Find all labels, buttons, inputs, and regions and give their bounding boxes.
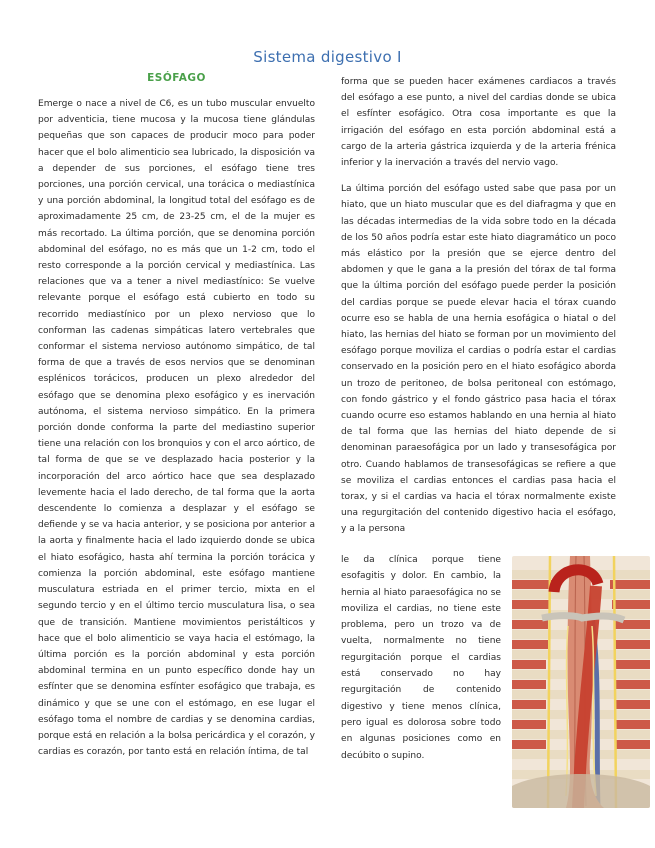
wrapped-paragraph: le da clínica porque tiene esofagitis y dolor. En cambio, la hernia al hiato paraesofágica no se moviliza el cardias, no tiene este problema, pero un trozo va de vuelta, normalmente no tiene regurgitación porque el cardias está conservado no hay regurgitación de contenido digestivo y tiene menos clínica, pero igual es dolorosa sobre todo en algunas posiciones como en decúbito o supino.: [341, 555, 501, 761]
anatomy-figure: [512, 556, 650, 808]
right-column: [341, 74, 616, 538]
right-paragraph-1: forma que se pueden hacer exámenes cardiacos a través del esófago a ese punto, a nivel del cardias donde se ubica el esfínter esofágico. Otra cosa importante es que la irrigación del esófago en esta porción abdominal está a cargo de la arteria gástrica izquierda y de la arteria frénica inferior y la inervación a través del nervio vago.: [341, 77, 616, 169]
left-paragraph: Emerge o nace a nivel de C6, es un tubo muscular envuelto por adventicia, tiene mucosa y la mucosa tiene glándulas pequeñas que son capaces de producir moco para poder hacer que el bolo alimenticio sea lubricado, la disposición va a depender de sus porciones, el esófago tiene tres porciones, una porción cervical, una torácica o mediastínica y una porción abdominal, la longitud total del esófago es de aproximadamente 25 cm, de 23-25 cm, el de la mujer es más recortado. La última porción, que se denomina porción abdominal del esófago, no es más que un 1-2 cm, todo el resto corresponde a la porción cervical y mediastínica. Las relaciones que va a tener a nivel mediastínico: Se vuelve relevante porque el esófago está cubierto en todo su recorrido mediastínico por un plexo nervioso que lo conforman las cadenas simpáticas latero vertebrales que conformar el sistema nervioso autónomo simpático, de tal forma de que a través de esos nervios que se denominan esplénicos torácicos, producen un plexo alrededor del esófago que se denomina plexo esofágico y es inervación autónoma, el sistema nervioso simpático. En la primera porción donde conforma la parte del mediastino superior tiene una relación con los bronquios y con el arco aórtico, de tal forma de que se ve desplazado hacia posterior y la incorporación del arco aórtico hace que sea desplazado levemente hacia el lado derecho, de tal forma que la aorta descendente lo comienza a desplazar y el esófago se defiende y se va hacia anterior, y se posiciona por anterior a la aorta y finalmente hacia el lado izquierdo donde se ubica el hiato esofágico, hasta ahí termina la porción torácica y comienza la porción abdominal, este esófago mantiene musculatura estriada en el primer tercio, mixta en el segundo tercio y en el último tercio musculatura lisa, o sea que de transición. Mantiene movimientos peristálticos y hace que el bolo alimenticio se vaya hacia el estómago, la última porción es la porción abdominal y esta porción abdominal termina en un punto específico donde hay un esfínter que se denomina esfínter esofágico que trabaja, es dinámico y que se une con el estómago, en ese lugar el esófago toma el nombre de cardias y se denomina cardias, porque está en relación a la bolsa pericárdica y el corazón, y cardias es corazón, por tanto está en relación íntima, de tal: [38, 99, 315, 758]
esophagus-illustration: [512, 556, 650, 808]
page-title: Sistema digestivo I: [253, 48, 402, 66]
diaphragm: [512, 774, 650, 808]
left-column: [38, 96, 315, 760]
bronchi: [542, 616, 624, 620]
right-paragraph-2: La última porción del esófago usted sabe que pasa por un hiato, que un hiato muscular que es del diafragma y que en las décadas intermedias de la vida sobre todo en la década de los 50 años podría estar este hiato diagramático un poco más elástico por la presión que se ejerce dentro del abdomen y que le gana a la presión del tórax de tal forma que la última porción del esófago puede perder la posición del cardias porque se puede elevar hacia el tórax cuando ocurre eso se habla de una hernia esofágica o hiatal o del hiato, las hernias del hiato se forman por un movimiento del esófago porque moviliza el cardias o podría estar el cardias conservado en la posición pero en el hiato esofágico aborda un trozo de peritoneo, de bolsa peritoneal con estómago, con fondo gástrico y el fondo gástrico pasa hacia el tórax cuando ocurre eso estamos hablando en una hernia al hiato de tal forma que las hernias del hiato depende de si denominan paraesofágica por un lado y transesofágica por otro. Cuando hablamos de transesofágicas se refiere a que se moviliza el cardias entonces el cardias pasa hacia el torax, y si el cardias va hacia el tórax normalmente existe una regurgitación del contenido digestivo hacia el esófago, y a la persona: [341, 184, 616, 535]
section-heading: ESÓFAGO: [147, 72, 206, 84]
